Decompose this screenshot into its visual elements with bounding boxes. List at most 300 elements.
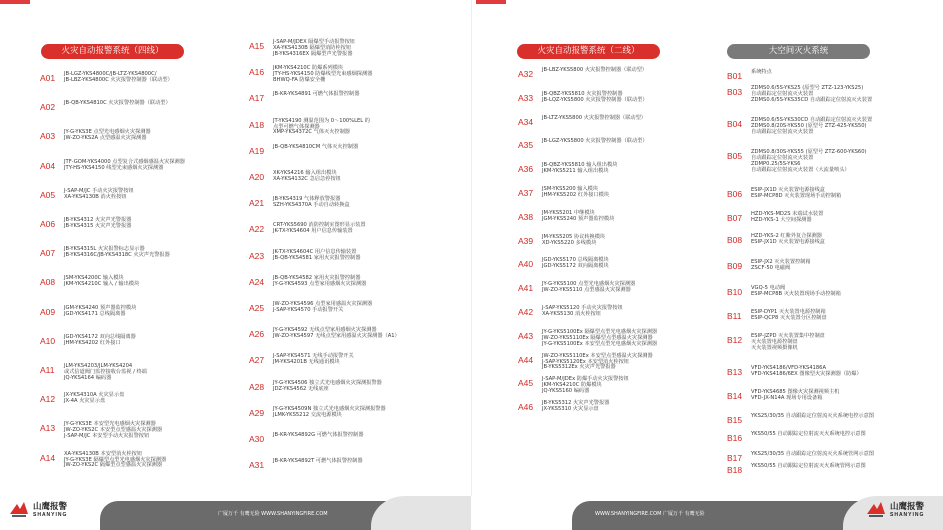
catalog-entry bbox=[249, 66, 372, 84]
entry-line: JX-YKS5310 火灾显示盘 bbox=[542, 406, 599, 413]
entry-line: BHWQ-FA 防爆安全栅 bbox=[273, 77, 326, 83]
entry-code: A07 bbox=[40, 248, 56, 259]
entry-code: A24 bbox=[249, 276, 265, 287]
entry-line: VFD-YKS4186/VFD-YKS4186A bbox=[751, 365, 826, 371]
entry-code: A36 bbox=[518, 164, 534, 175]
entry-code: A37 bbox=[518, 188, 534, 198]
catalog-entry bbox=[249, 40, 355, 58]
entry-description bbox=[542, 139, 648, 145]
entry-code: A19 bbox=[249, 145, 265, 156]
entry-description bbox=[273, 381, 382, 393]
entry-line: 自动跟踪定位射流灭火装置 bbox=[751, 154, 814, 161]
entry-line: JK-TX-YKS4604C 用户信息传输装置 bbox=[273, 248, 357, 255]
entry-description bbox=[542, 187, 609, 199]
entry-description bbox=[273, 433, 363, 439]
entry-code: B10 bbox=[727, 287, 743, 297]
catalog-entry bbox=[518, 92, 648, 104]
catalog-entry bbox=[40, 422, 162, 440]
entry-description bbox=[751, 86, 872, 104]
catalog-entry bbox=[249, 459, 363, 470]
entry-description bbox=[751, 150, 867, 174]
entry-line: CRT-YKS5690 消防控制室图形显示装置 bbox=[273, 222, 366, 229]
entry-description bbox=[542, 68, 647, 74]
entry-code: A02 bbox=[40, 102, 56, 113]
entry-description bbox=[273, 250, 360, 262]
entry-line: JW-ZO-YKS2C 隔爆型点型感温火灾探测器 bbox=[64, 462, 163, 469]
entry-line: J-SAP-M/JDEX 隔爆型手动报警按钮 bbox=[273, 39, 355, 45]
entry-code: A29 bbox=[249, 407, 265, 418]
eagle-logo-icon bbox=[8, 500, 30, 520]
entry-line: JSM-YKS4200C 输入模块 bbox=[64, 275, 124, 282]
entry-description bbox=[273, 328, 400, 340]
entry-line: YKS25/30/35 自动跟踪定位射流灭火系统管网示意图 bbox=[751, 451, 874, 457]
entry-line: JB-YKS4316C/JB-YKS4318C 火灾声光警报器 bbox=[64, 252, 170, 259]
entry-line: JY-G-YKS3E 隔爆型点型光电感烟火灾探测器 bbox=[64, 456, 167, 463]
entry-description bbox=[542, 235, 605, 247]
entry-line: ZSCF-50 电磁阀 bbox=[751, 264, 791, 271]
entry-description bbox=[64, 452, 166, 470]
entry-line: JSM-YKS5200 输入模块 bbox=[542, 186, 599, 192]
section-header-four-wire: 火灾自动报警系统（四线） bbox=[41, 44, 184, 59]
entry-line: JW-ZO-YKS2A 点型感温火灾探测器 bbox=[64, 135, 147, 142]
entry-line: JB-QB-YKS4582 家用火灾报警控制器 bbox=[273, 274, 361, 281]
entry-line: JKM-YKS4210C 防爆系列模块 bbox=[273, 65, 344, 72]
entry-line: 自动跟踪定位射流灭火装置（大流量喷头） bbox=[751, 166, 850, 173]
entry-line: XA-YKS5130 消火栓按钮 bbox=[542, 310, 601, 317]
entry-code: A43 bbox=[518, 330, 534, 341]
footer-slogan: WWW.SHANYINGFIRE.COM 广厦万千 有鹰无险 bbox=[595, 511, 705, 517]
entry-code: A35 bbox=[518, 140, 534, 151]
entry-line: 自动跟踪定位射流灭火装置 bbox=[751, 90, 814, 97]
catalog-entry bbox=[249, 197, 350, 209]
entry-line: JTF-GOM-YKS4000 点型复合式感烟感温火灾探测器 bbox=[64, 158, 185, 165]
entry-description bbox=[273, 171, 341, 183]
entry-code: A25 bbox=[249, 303, 265, 313]
catalog-entry bbox=[40, 247, 170, 259]
page-fold bbox=[471, 0, 472, 530]
catalog-entry bbox=[249, 328, 400, 340]
logo-name-en: SHANYING bbox=[890, 511, 925, 518]
entry-description bbox=[273, 459, 363, 465]
entry-line: JW-ZO-YKS5110 点型感温火灾探测器 bbox=[542, 287, 631, 294]
entry-code: A13 bbox=[40, 423, 56, 434]
entry-description bbox=[751, 70, 772, 76]
entry-line: J-SAP-YKS4570 手动报警开关 bbox=[273, 306, 344, 313]
entry-line: XA-YKS4130B 本安型消火栓按钮 bbox=[64, 450, 143, 457]
entry-description bbox=[273, 276, 366, 288]
entry-code: A17 bbox=[249, 93, 265, 104]
entry-code: A28 bbox=[249, 381, 265, 392]
catalog-entry bbox=[40, 364, 147, 382]
entry-code: A40 bbox=[518, 259, 534, 270]
entry-code: A33 bbox=[518, 92, 534, 103]
entry-code: A44 bbox=[518, 354, 534, 365]
entry-description bbox=[273, 197, 350, 209]
entry-description bbox=[751, 334, 825, 352]
entry-code: B12 bbox=[727, 335, 743, 345]
entry-line: JTY-HS-YKS4150 线型光束感烟火灾探测器 bbox=[64, 164, 164, 171]
entry-line: JK-TX-YKS4604 用户信息传输装置 bbox=[273, 228, 353, 235]
catalog-entry bbox=[518, 139, 648, 150]
entry-code: A45 bbox=[518, 378, 534, 389]
catalog-entry bbox=[727, 86, 872, 104]
entry-description bbox=[542, 211, 614, 223]
entry-line: JY-G-YKS5100 点型光电感烟火灾探测器 bbox=[542, 281, 636, 288]
entry-line: JB-QB-YKS4810C 火灾报警控制器（联动型） bbox=[64, 100, 171, 107]
catalog-entry bbox=[249, 145, 358, 156]
entry-code: A16 bbox=[249, 67, 265, 78]
catalog-entry bbox=[518, 187, 609, 199]
catalog-entry bbox=[40, 276, 139, 288]
catalog-entry bbox=[727, 334, 825, 352]
logo-name-cn: 山鹰报警 bbox=[33, 501, 68, 512]
section-header-two-wire: 火灾自动报警系统（二线） bbox=[517, 44, 660, 59]
catalog-entry bbox=[727, 234, 825, 246]
entry-description bbox=[273, 145, 358, 151]
entry-description bbox=[542, 282, 635, 294]
entry-line: JGD-YKS4172 双向总线隔离器 bbox=[64, 333, 136, 340]
entry-description bbox=[751, 118, 872, 136]
catalog-entry bbox=[40, 189, 134, 201]
entry-description bbox=[751, 390, 839, 402]
entry-code: A22 bbox=[249, 224, 265, 235]
entry-line: JB-YKS4312 火灾声光警报器 bbox=[64, 217, 132, 223]
catalog-entry bbox=[518, 235, 605, 247]
entry-line: JLMK-YKS5212 交流电源模块 bbox=[273, 411, 342, 418]
entry-line: JB-LTZ-YKS5800 火灾报警控制器（联动型） bbox=[542, 114, 646, 121]
entry-line: JB-YKS4316EX 隔爆型声光警报器 bbox=[273, 50, 353, 57]
entry-description bbox=[273, 40, 355, 58]
catalog-entry bbox=[518, 258, 609, 270]
entry-line: JGM-YKS4240 预声器监控模块 bbox=[64, 304, 137, 311]
entry-line: JB-QBZ-YKS5810 输入组出模块 bbox=[542, 162, 618, 169]
entry-line: JB-KR-YKS4892T 可燃气体报警控制器 bbox=[273, 458, 363, 465]
entry-description bbox=[64, 247, 170, 259]
entry-description bbox=[64, 160, 185, 172]
entry-code: B09 bbox=[727, 261, 743, 271]
entry-line: JY-G-YKS5100Ex 本安型点型光电感烟火灾探测器 bbox=[542, 340, 658, 347]
entry-description bbox=[542, 377, 629, 395]
catalog-entry bbox=[727, 286, 841, 298]
entry-line: JB-YKS4319 气体释放警报器 bbox=[273, 196, 341, 203]
entry-line: ZDMS0.6/5S-YKS25 (原型号 ZTZ-123-YKS25) bbox=[751, 85, 864, 91]
entry-description bbox=[751, 432, 866, 438]
entry-code: A08 bbox=[40, 277, 56, 288]
entry-code: A05 bbox=[40, 189, 56, 200]
entry-line: JB-LBZ-YKS5800 火灾报警控制器（联动型） bbox=[542, 67, 648, 73]
entry-line: JB-YKS5312Ex 火灾声光警报器 bbox=[542, 364, 616, 371]
entry-code: A32 bbox=[518, 69, 534, 79]
entry-code: A01 bbox=[40, 73, 56, 83]
entry-code: B05 bbox=[727, 151, 743, 161]
entry-line: JW-ZO-YKS2C 本安型点型感温火灾探测器 bbox=[64, 427, 163, 434]
entry-description bbox=[64, 393, 124, 405]
catalog-entry bbox=[40, 335, 136, 347]
entry-line: 系统特点 bbox=[751, 69, 772, 75]
entry-line: JB-LQZ-YKS5800 火灾报警控制器（联动型） bbox=[542, 96, 648, 103]
entry-line: XA-YKS4130B 消火栓按钮 bbox=[64, 193, 127, 200]
entry-line: ESIP-JZPD 灭火装置集中控制盘 bbox=[751, 333, 825, 339]
entry-code: A34 bbox=[518, 116, 534, 127]
catalog-entry bbox=[518, 163, 617, 175]
entry-description bbox=[751, 286, 841, 298]
entry-line: JQ-YKS5160 编码器 bbox=[542, 388, 590, 395]
entry-line: JM-YKS5205 协议转换模块 bbox=[542, 233, 606, 240]
catalog-entry bbox=[518, 330, 657, 348]
entry-line: VFD-YKS4186/6EX 图像型火灾探测器（防爆） bbox=[751, 370, 862, 377]
entry-line: J-SAP-YKS4571 无线手动报警开关 bbox=[273, 353, 354, 360]
catalog-entry bbox=[40, 101, 171, 112]
entry-line: VGQ-5 电动阀 bbox=[751, 285, 786, 291]
catalog-entry bbox=[727, 150, 867, 174]
entry-code: A10 bbox=[40, 335, 56, 346]
entry-line: ESIP-DYP1 灭火装置电源控制箱 bbox=[751, 309, 826, 315]
catalog-entry bbox=[249, 276, 366, 288]
entry-line: JTY-HS-YKS4150 防爆线型光束感烟探测器 bbox=[273, 71, 373, 78]
entry-line: ZDMS0.6/5S-YKS35CD 自动跟踪定位射流灭火装置 bbox=[751, 96, 873, 103]
entry-line: JM-YKS4201B 无线通讯模块 bbox=[273, 359, 340, 366]
catalog-entry bbox=[727, 390, 839, 402]
entry-description bbox=[64, 335, 136, 347]
entry-description bbox=[751, 212, 823, 224]
entry-line: HZD-YKS-MD2S 末端试水装置 bbox=[751, 211, 824, 217]
entry-description bbox=[273, 354, 354, 366]
catalog-entry bbox=[249, 223, 366, 235]
entry-description bbox=[64, 189, 134, 201]
entry-code: B15 bbox=[727, 415, 743, 425]
entry-description bbox=[751, 188, 841, 200]
entry-code: B16 bbox=[727, 433, 743, 443]
catalog-entry bbox=[40, 306, 136, 318]
footer-slogan: 广厦万千 有鹰无险 WWW.SHANYINGFIRE.COM bbox=[218, 511, 328, 517]
footer-curve bbox=[371, 496, 471, 530]
entry-line: JY-G-YKS4509N 独立式光电感烟火灾探测报警器 bbox=[273, 405, 386, 412]
entry-line: JY-G-YKS3E 点型光电感烟火灾探测器 bbox=[64, 129, 151, 136]
catalog-entry bbox=[40, 130, 151, 142]
entry-line: ZDMS0.8/20S-YKS50 (原型号 ZTZ-425-YKS50) bbox=[751, 122, 867, 129]
entry-description bbox=[751, 366, 862, 378]
entry-description bbox=[542, 330, 657, 348]
entry-description bbox=[64, 72, 173, 84]
entry-line: XMP-YKS4372C 气体灭火控制器 bbox=[273, 129, 350, 136]
entry-line: J-SAP-YKS5120Ex 本安型消火栓按钮 bbox=[542, 358, 629, 365]
entry-description bbox=[542, 354, 653, 372]
entry-description bbox=[542, 401, 609, 413]
catalog-entry bbox=[727, 260, 811, 272]
entry-code: A12 bbox=[40, 394, 56, 405]
entry-code: A06 bbox=[40, 219, 56, 229]
brand-logo bbox=[8, 500, 67, 520]
entry-description bbox=[542, 258, 609, 270]
catalog-entry bbox=[518, 116, 646, 127]
entry-line: JB-YKS4315L 火灾报警标志显示器 bbox=[64, 246, 145, 253]
catalog-entry bbox=[518, 282, 635, 294]
entry-line: J-SAP-M/JC 本安型手动火灾报警按钮 bbox=[64, 433, 150, 440]
entry-code: A21 bbox=[249, 198, 265, 209]
entry-line: XA-YKS4132C 急启急停按钮 bbox=[273, 175, 341, 182]
entry-description bbox=[64, 364, 147, 382]
entry-line: 自动跟踪定位射流灭火装置 bbox=[751, 128, 814, 135]
catalog-entry bbox=[249, 171, 341, 183]
entry-code: A38 bbox=[518, 211, 534, 222]
entry-code: A23 bbox=[249, 250, 265, 261]
catalog-entry bbox=[40, 160, 185, 172]
entry-line: JY-G-YKS4593 点型家用感烟火灾探测器 bbox=[273, 280, 367, 287]
entry-code: A20 bbox=[249, 172, 265, 182]
entry-line: JW-ZO-YKS4597 无线点型家用感温火灾探测器（A1） bbox=[273, 333, 400, 340]
entry-line: JB-QBZ-YKS5810 火灾报警控制器 bbox=[542, 90, 623, 97]
entry-line: SZH-YKS4370A 手动自动转换盒 bbox=[273, 202, 350, 209]
logo-name-cn: 山鹰报警 bbox=[890, 501, 925, 512]
entry-description bbox=[273, 92, 359, 98]
entry-description bbox=[542, 306, 623, 318]
entry-description bbox=[64, 218, 131, 230]
catalog-entry bbox=[727, 432, 866, 443]
entry-line: ESIP-MCP8D 灭火装置现场手动控制箱 bbox=[751, 192, 842, 199]
entry-line: J-SAP-YKS5120 手动火灾报警按钮 bbox=[542, 305, 623, 311]
entry-line: JB-LGZ-YKS5800 火灾报警控制器（联动型） bbox=[542, 138, 648, 145]
catalog-entry bbox=[727, 464, 866, 475]
entry-line: JB-QB-YKS4810CM 气体灭火控制器 bbox=[273, 143, 359, 150]
entry-line: 或式信道阀门监控接收台监视 / 终端 bbox=[64, 368, 147, 375]
catalog-entry bbox=[518, 401, 609, 413]
catalog-entry bbox=[249, 302, 372, 314]
entry-code: A15 bbox=[249, 41, 265, 51]
catalog-entry bbox=[727, 452, 874, 463]
entry-line: 灭火装置电源控制盘 bbox=[751, 338, 798, 345]
entry-line: YKS25/30/35 自动跟踪定位射流灭火系统电控示意图 bbox=[751, 413, 874, 419]
entry-code: B18 bbox=[727, 465, 743, 475]
entry-line: HZD-YKS-2 红紫外复合探测器 bbox=[751, 233, 822, 239]
entry-line: ESIP-JX2 灭火装置控制箱 bbox=[751, 259, 811, 265]
catalog-entry bbox=[727, 188, 841, 200]
entry-line: JY-G-YKS4592 无线点型家用感烟火灾探测器 bbox=[273, 327, 377, 334]
entry-description bbox=[751, 452, 874, 458]
entry-line: JB-LGZ-YKS4800C/JB-LTZ-YKS4800C/ bbox=[64, 71, 157, 77]
entry-line: JT-YKS4190 测温范围为 0～100%LEL 的 bbox=[273, 117, 370, 124]
entry-line: ESIP-JX1D 灭火装置电源接线盒 bbox=[751, 238, 825, 245]
entry-line: JY-G-YKS4506 独立式光电感烟火灾探测报警器 bbox=[273, 379, 382, 386]
entry-code: B11 bbox=[727, 311, 742, 321]
corner-tab bbox=[476, 0, 506, 4]
entry-line: JB-KR-YKS4891 可燃气体报警控制器 bbox=[273, 91, 360, 98]
entry-line: JB-YKS5312 火灾声光警报器 bbox=[542, 400, 610, 407]
entry-line: JM-YKS5201 中继模块 bbox=[542, 209, 595, 216]
entry-line: JKM-YKS5211 输入组出模块 bbox=[542, 168, 609, 175]
entry-line: JLM-YKS4203/JLM-YKS4204 bbox=[64, 363, 133, 369]
entry-line: ZDMS0.6/5S-YKS30CD 自动跟踪定位射流灭火装置 bbox=[751, 117, 873, 123]
entry-line: YKS50/55 自动跟踪定位射流灭火系统电控示意图 bbox=[751, 431, 866, 437]
entry-code: A41 bbox=[518, 283, 534, 294]
entry-line: ESIP-JX1D 灭火装置电源接线盒 bbox=[751, 187, 825, 193]
catalog-entry bbox=[249, 119, 370, 137]
entry-code: B08 bbox=[727, 235, 743, 245]
catalog-entry bbox=[518, 377, 629, 395]
entry-code: B14 bbox=[727, 391, 743, 401]
catalog-entry bbox=[727, 70, 772, 81]
entry-line: YKS50/55 自动跟踪定位射流灭火系统管网示意图 bbox=[751, 463, 866, 469]
entry-line: JX-YKS4310A 火灾显示盘 bbox=[64, 392, 125, 399]
entry-line: 点型可燃气体探测器 bbox=[273, 123, 320, 130]
entry-line: XD-YKS5220 多线模块 bbox=[542, 239, 597, 246]
entry-description bbox=[273, 223, 366, 235]
catalog-entry bbox=[249, 433, 363, 444]
entry-line: JX-4A 火灾显示盘 bbox=[64, 398, 106, 405]
catalog-entry bbox=[40, 72, 173, 84]
entry-line: JQ-YKS4164 编码器 bbox=[64, 374, 112, 381]
catalog-entry bbox=[727, 310, 827, 322]
entry-description bbox=[64, 276, 139, 288]
entry-code: A26 bbox=[249, 329, 265, 340]
entry-description bbox=[751, 310, 827, 322]
entry-code: B03 bbox=[727, 87, 743, 97]
entry-line: VFD-YKS4685 图像火灾探测视频主机 bbox=[751, 389, 840, 395]
catalog-entry bbox=[518, 68, 647, 79]
entry-line: JW-ZO-YKS5110Ex 隔爆型点型感温火灾探测器 bbox=[542, 334, 653, 341]
eagle-logo-icon bbox=[865, 500, 887, 520]
entry-code: A09 bbox=[40, 306, 56, 317]
entry-code: A30 bbox=[249, 434, 265, 444]
entry-line: JGM-YKS5240 预声器监控模块 bbox=[542, 215, 615, 222]
entry-line: XA-YKS4130B 隔爆型消防栓按钮 bbox=[273, 44, 352, 51]
logo-name-en: SHANYING bbox=[33, 511, 68, 518]
catalog-entry bbox=[518, 306, 623, 318]
entry-line: JW-ZO-YKS4596 点型家用感温火灾探测器 bbox=[273, 301, 373, 307]
catalog-entry bbox=[249, 354, 354, 366]
entry-description bbox=[64, 422, 162, 440]
entry-line: ZDMP0.25/5S-YKS6 bbox=[751, 160, 801, 167]
entry-line: ESIP-MCP8B 灭火装置现场手动控制箱 bbox=[751, 290, 841, 297]
entry-line: ESIP-QCP8 灭火装置分区控制盘 bbox=[751, 314, 827, 321]
entry-line: JGD-YKS4171 总线隔离器 bbox=[64, 310, 126, 317]
entry-code: A39 bbox=[518, 235, 534, 246]
entry-code: A11 bbox=[40, 365, 55, 375]
entry-line: 灭火装置视频摄像机 bbox=[751, 344, 798, 351]
catalog-entry bbox=[727, 414, 874, 425]
entry-code: B13 bbox=[727, 367, 743, 377]
catalog-entry bbox=[727, 212, 823, 224]
section-header-large-space: 大空间灭火系统 bbox=[727, 44, 870, 59]
entry-description bbox=[273, 302, 372, 314]
entry-line: VFD-JX-N14A 现场专用设备箱 bbox=[751, 394, 823, 401]
catalog-entry bbox=[249, 407, 386, 419]
entry-code: A42 bbox=[518, 307, 534, 317]
entry-description bbox=[64, 130, 151, 142]
entry-description bbox=[542, 92, 648, 104]
entry-description bbox=[273, 66, 372, 84]
entry-line: JHM-YKS5202 红外接口模块 bbox=[542, 191, 610, 198]
entry-line: JB-KR-YKS4892G 可燃气体报警控制器 bbox=[273, 432, 364, 438]
entry-line: J-SAP-M/JDEx 防爆手动火灾报警按钮 bbox=[542, 376, 629, 383]
entry-code: A14 bbox=[40, 452, 56, 463]
entry-line: JKM-YKS4210C 输入 / 输出模块 bbox=[64, 281, 140, 288]
catalog-entry bbox=[40, 393, 124, 405]
entry-description bbox=[751, 464, 866, 470]
entry-line: HZD-YKS-1 大空间探测器 bbox=[751, 216, 812, 223]
entry-line: JDZ-YKS4562 无线底座 bbox=[273, 385, 329, 392]
entry-code: B07 bbox=[727, 213, 743, 223]
entry-line: JKM-YKS4210C 防爆模块 bbox=[542, 382, 602, 389]
entry-description bbox=[751, 234, 825, 246]
entry-code: A31 bbox=[249, 460, 265, 471]
entry-description bbox=[273, 119, 370, 137]
catalog-entry bbox=[727, 366, 862, 378]
catalog-entry bbox=[249, 381, 382, 393]
entry-description bbox=[751, 414, 874, 420]
catalog-entry bbox=[40, 218, 131, 230]
catalog-entry bbox=[727, 118, 872, 136]
brand-logo bbox=[865, 500, 924, 520]
